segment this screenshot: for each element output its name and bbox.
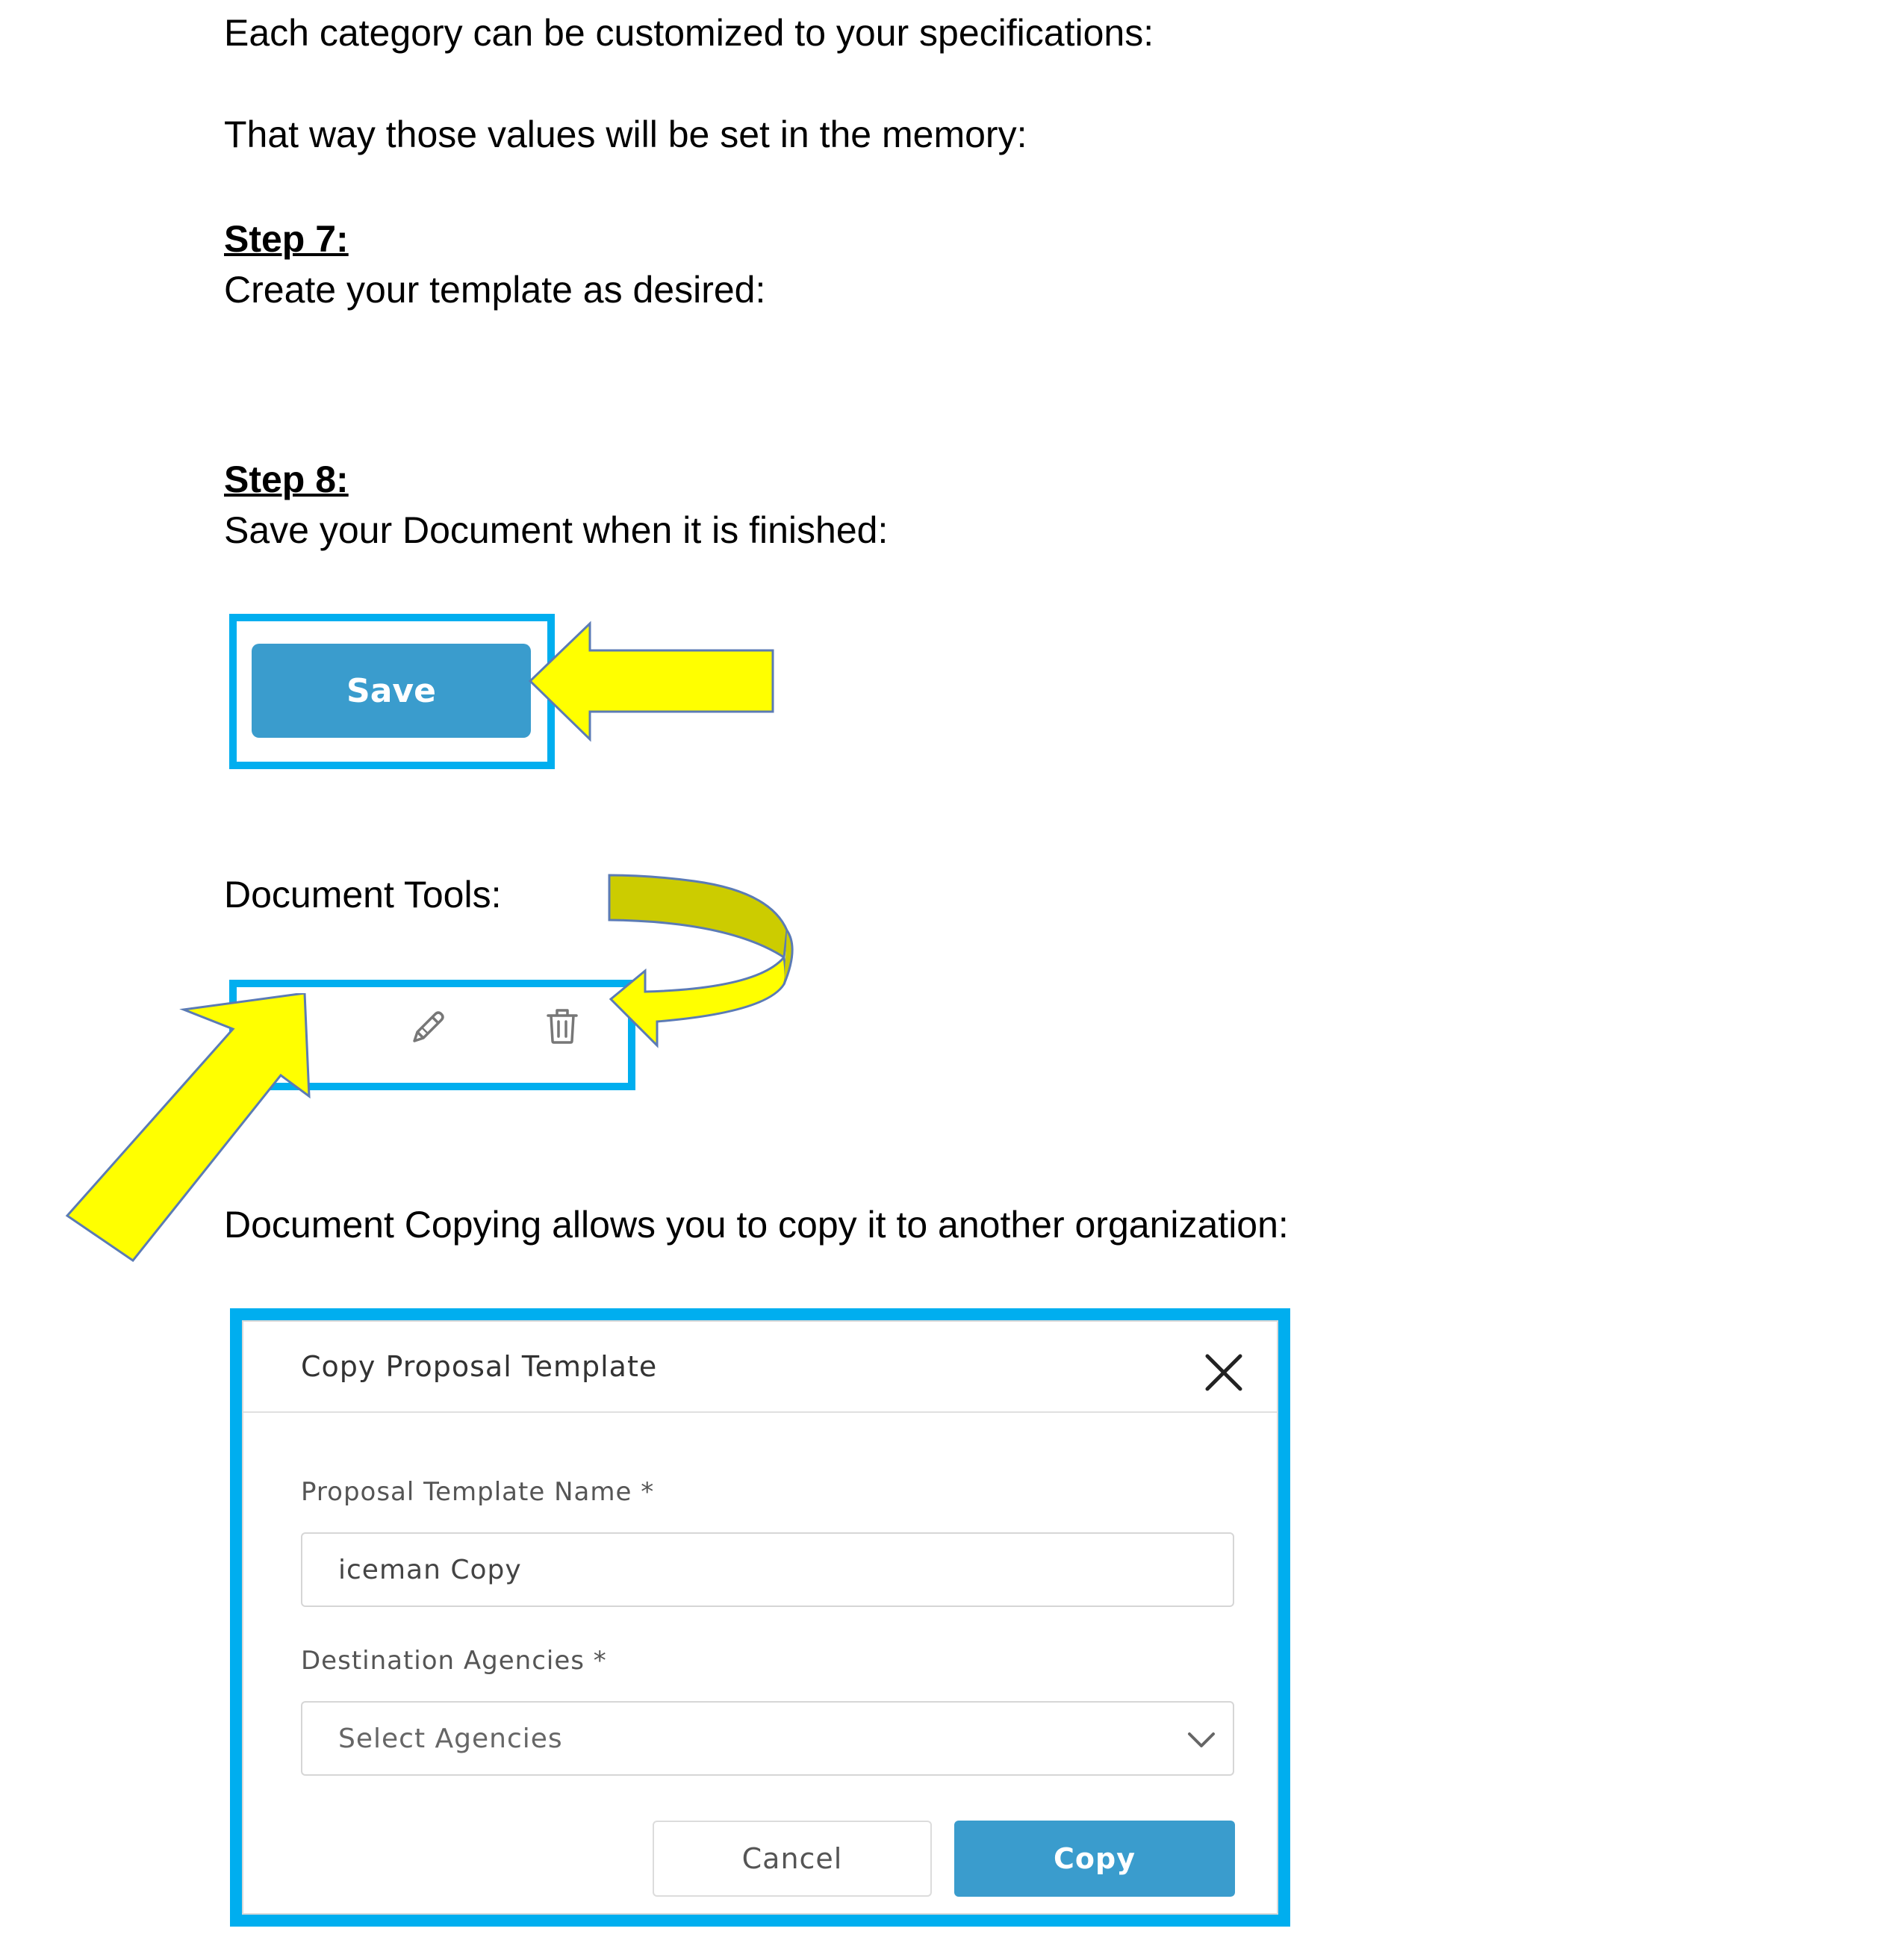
step-8-text: Save your Document when it is finished: — [224, 509, 889, 551]
step-8-heading: Step 8: — [224, 459, 349, 500]
copying-description: Document Copying allows you to copy it to another organization: — [224, 1204, 1289, 1246]
template-name-input[interactable]: iceman Copy — [301, 1532, 1234, 1607]
tools-label: Document Tools: — [224, 874, 502, 916]
intro-line-1: Each category can be customized to your specifications: — [224, 12, 1154, 54]
chevron-down-icon — [1186, 1728, 1216, 1750]
close-icon[interactable] — [1201, 1350, 1246, 1395]
step-7-text: Create your template as desired: — [224, 269, 766, 311]
template-name-label: Proposal Template Name * — [301, 1477, 655, 1507]
intro-line-2: That way those values will be set in the memory: — [224, 114, 1027, 155]
trash-icon[interactable] — [545, 1007, 579, 1045]
modal-title: Copy Proposal Template — [301, 1350, 658, 1383]
copy-template-modal — [230, 1308, 1290, 1927]
copy-button[interactable]: Copy — [954, 1821, 1235, 1897]
yellow-arrow-left-icon — [523, 616, 784, 747]
agencies-placeholder: Select Agencies — [338, 1723, 563, 1754]
destination-agencies-select[interactable] — [301, 1701, 1234, 1776]
modal-divider — [243, 1411, 1277, 1413]
curved-arrow-icon — [597, 866, 799, 1075]
modal-panel — [242, 1320, 1278, 1915]
cancel-button[interactable]: Cancel — [653, 1821, 932, 1897]
step-7-heading: Step 7: — [224, 218, 349, 260]
save-button[interactable]: Save — [252, 644, 531, 738]
destination-agencies-label: Destination Agencies * — [301, 1646, 607, 1676]
pencil-icon[interactable] — [407, 1007, 449, 1048]
